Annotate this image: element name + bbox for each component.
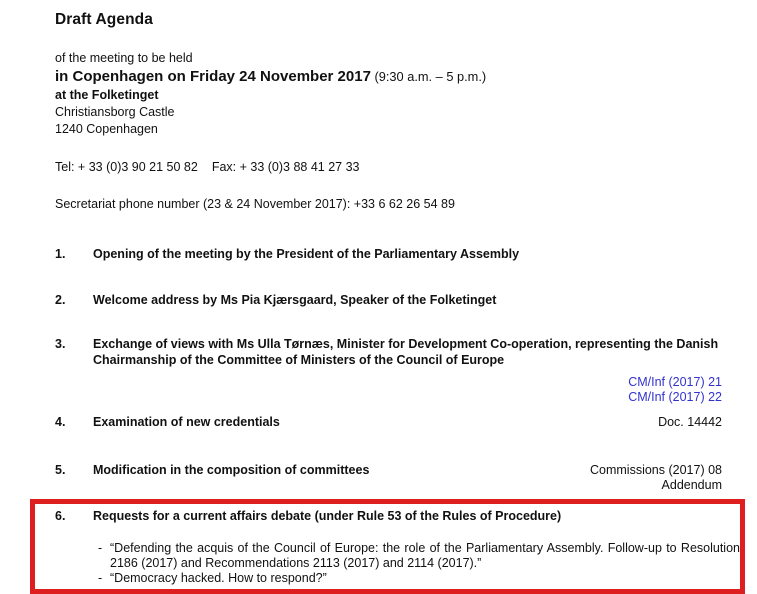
document-reference-line1: Commissions (2017) 08	[590, 462, 722, 477]
agenda-item-number: 2.	[55, 292, 66, 307]
agenda-item-number: 3.	[55, 337, 66, 351]
meeting-intro-line: of the meeting to be held	[55, 51, 193, 65]
secretariat-phone: Secretariat phone number (23 & 24 November 2017): +33 6 62 26 54 89	[55, 197, 455, 211]
agenda-item-title: Welcome address by Ms Pia Kjærsgaard, Speaker of the Folketinget	[93, 292, 497, 307]
agenda-item-number: 6.	[55, 508, 66, 523]
venue-address-line1: Christiansborg Castle	[55, 105, 175, 119]
document-reference: Doc. 14442	[658, 415, 722, 429]
debate-request-2: “Democracy hacked. How to respond?”	[110, 571, 327, 585]
highlight-red-box	[30, 499, 745, 594]
meeting-details	[55, 50, 722, 138]
meeting-place-date: in Copenhagen on Friday 24 November 2017	[55, 68, 371, 85]
fax-number: Fax: + 33 (0)3 88 41 27 33	[211, 160, 360, 174]
list-item	[98, 541, 740, 571]
agenda-item-number: 1.	[55, 247, 66, 261]
meeting-date-line	[55, 67, 722, 87]
tel-number: Tel: + 33 (0)3 90 21 50 82	[55, 160, 198, 174]
agenda-item-title: Opening of the meeting by the President of the Parliamentary Assembly	[93, 247, 520, 261]
agenda-item-6	[55, 509, 740, 525]
meeting-time: (9:30 a.m. – 5 p.m.)	[370, 69, 487, 84]
agenda-item-title: Modification in the composition of committees	[93, 462, 370, 477]
agenda-item-3	[55, 337, 722, 368]
agenda-item-number: 5.	[55, 462, 66, 477]
page-title: Draft Agenda	[55, 11, 153, 28]
agenda-item-1	[55, 247, 722, 263]
contact-line	[55, 159, 722, 175]
document-reference-line2: Addendum	[661, 477, 722, 492]
document-link-cm-inf-21[interactable]: CM/Inf (2017) 21	[628, 375, 722, 389]
document-reference	[590, 463, 722, 493]
document-link-cm-inf-22[interactable]: CM/Inf (2017) 22	[628, 390, 722, 404]
agenda-item-5	[55, 463, 722, 493]
agenda-item-3-references	[55, 375, 722, 405]
debate-request-1: “Defending the acquis of the Council of Europe: the role of the Parliamentary Assembly. Follow-up to Resolution 2186 (2017) and Recommendations 2113 (2017) and 2114 (2017).”	[110, 541, 740, 570]
agenda-item-number: 4.	[55, 415, 66, 429]
agenda-item-title: Examination of new credentials	[93, 415, 280, 429]
agenda-item-2	[55, 293, 722, 309]
dash-bullet: -	[98, 541, 103, 555]
agenda-item-title: Exchange of views with Ms Ulla Tørnæs, Minister for Development Co-operation, representing the Danish Chairmanship of the Committee of Ministers of the Council of Europe	[93, 337, 719, 367]
venue-address-line2: 1240 Copenhagen	[55, 122, 158, 136]
list-item	[98, 571, 740, 586]
agenda-item-4	[55, 415, 722, 431]
meeting-venue: at the Folketinget	[55, 88, 159, 102]
current-affairs-debate-requests	[98, 541, 740, 586]
dash-bullet: -	[98, 571, 103, 585]
agenda-item-title: Requests for a current affairs debate (under Rule 53 of the Rules of Procedure)	[93, 508, 562, 523]
